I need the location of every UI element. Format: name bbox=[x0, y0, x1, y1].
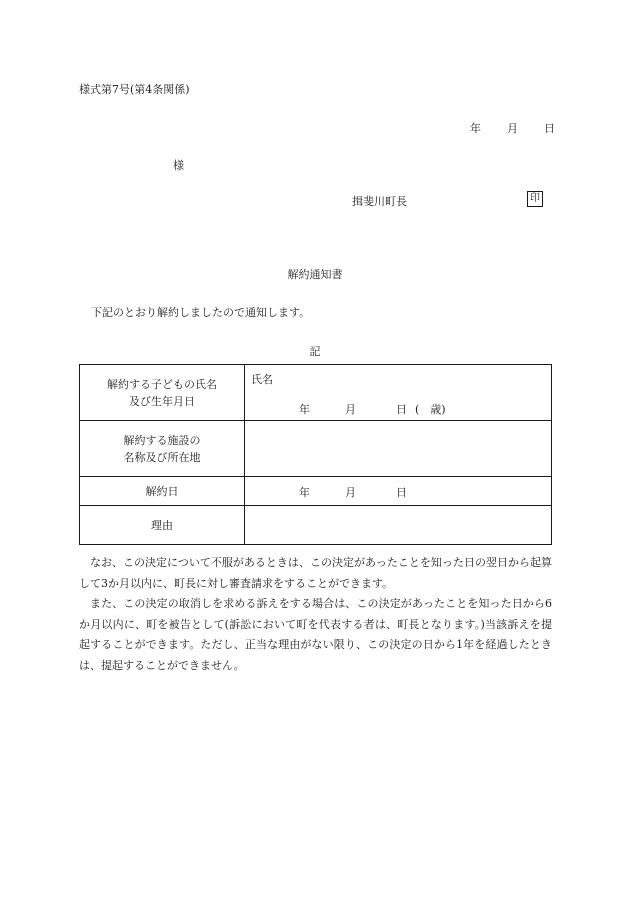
appeal-notice: なお、この決定について不服があるときは、この決定があったことを知った日の翌日から起算して3か月以内に、町長に対し審査請求をすることができます。 bbox=[79, 556, 552, 590]
cancel-month-label: 月 bbox=[345, 486, 356, 499]
birth-year-label: 年 bbox=[299, 403, 310, 416]
issuer-name: 揖斐川町長 bbox=[352, 195, 407, 208]
child-label-line1: 解約する子どもの氏名 bbox=[107, 377, 217, 391]
table-row-child bbox=[80, 365, 552, 421]
child-value-cell bbox=[245, 365, 552, 421]
issue-date bbox=[470, 120, 555, 136]
birth-month-label: 月 bbox=[345, 403, 356, 416]
age-label: ( 歳) bbox=[415, 403, 446, 416]
cancel-year-label: 年 bbox=[299, 486, 310, 499]
cancellation-table bbox=[79, 364, 552, 545]
child-label-cell bbox=[80, 365, 245, 421]
addressee-suffix: 様 bbox=[173, 159, 184, 172]
facility-label-cell bbox=[80, 421, 245, 477]
cancel-day-label: 日 bbox=[396, 486, 407, 499]
cancel-date-value-cell bbox=[245, 477, 552, 506]
document-title: 解約通知書 bbox=[287, 268, 343, 281]
reason-label: 理由 bbox=[80, 506, 245, 545]
cancel-date-label: 解約日 bbox=[80, 477, 245, 506]
date-year-label: 年 bbox=[470, 122, 481, 135]
form-number: 様式第7号(第4条関係) bbox=[79, 83, 190, 96]
ki-heading: 記 bbox=[309, 345, 321, 358]
reason-value-cell bbox=[245, 506, 552, 545]
facility-label-line2: 名称及び所在地 bbox=[123, 450, 201, 464]
intro-text: 下記のとおり解約しましたので通知します。 bbox=[91, 306, 311, 319]
facility-label-line1: 解約する施設の bbox=[123, 433, 201, 447]
table-row-facility bbox=[80, 421, 552, 477]
date-month-label: 月 bbox=[507, 122, 518, 135]
table-row-reason bbox=[80, 506, 552, 545]
lawsuit-notice: また、この決定の取消しを求める訴えをする場合は、この決定があったことを知った日から6か月以内に、町を被告として(訴訟において町を代表する者は、町長となります。)当該訴えを提起することができます。ただし、正当な理由がない限り、この決定の日から1年を経過したときは、提起することができません。 bbox=[79, 597, 552, 672]
name-label: 氏名 bbox=[251, 373, 273, 386]
date-day-label: 日 bbox=[544, 122, 555, 135]
table-row-cancel-date bbox=[80, 477, 552, 506]
notes-section bbox=[79, 553, 552, 676]
birth-day-label: 日 bbox=[396, 403, 407, 416]
child-label-line2: 及び生年月日 bbox=[129, 394, 195, 408]
seal-mark: 印 bbox=[527, 191, 543, 207]
facility-value-cell bbox=[245, 421, 552, 477]
